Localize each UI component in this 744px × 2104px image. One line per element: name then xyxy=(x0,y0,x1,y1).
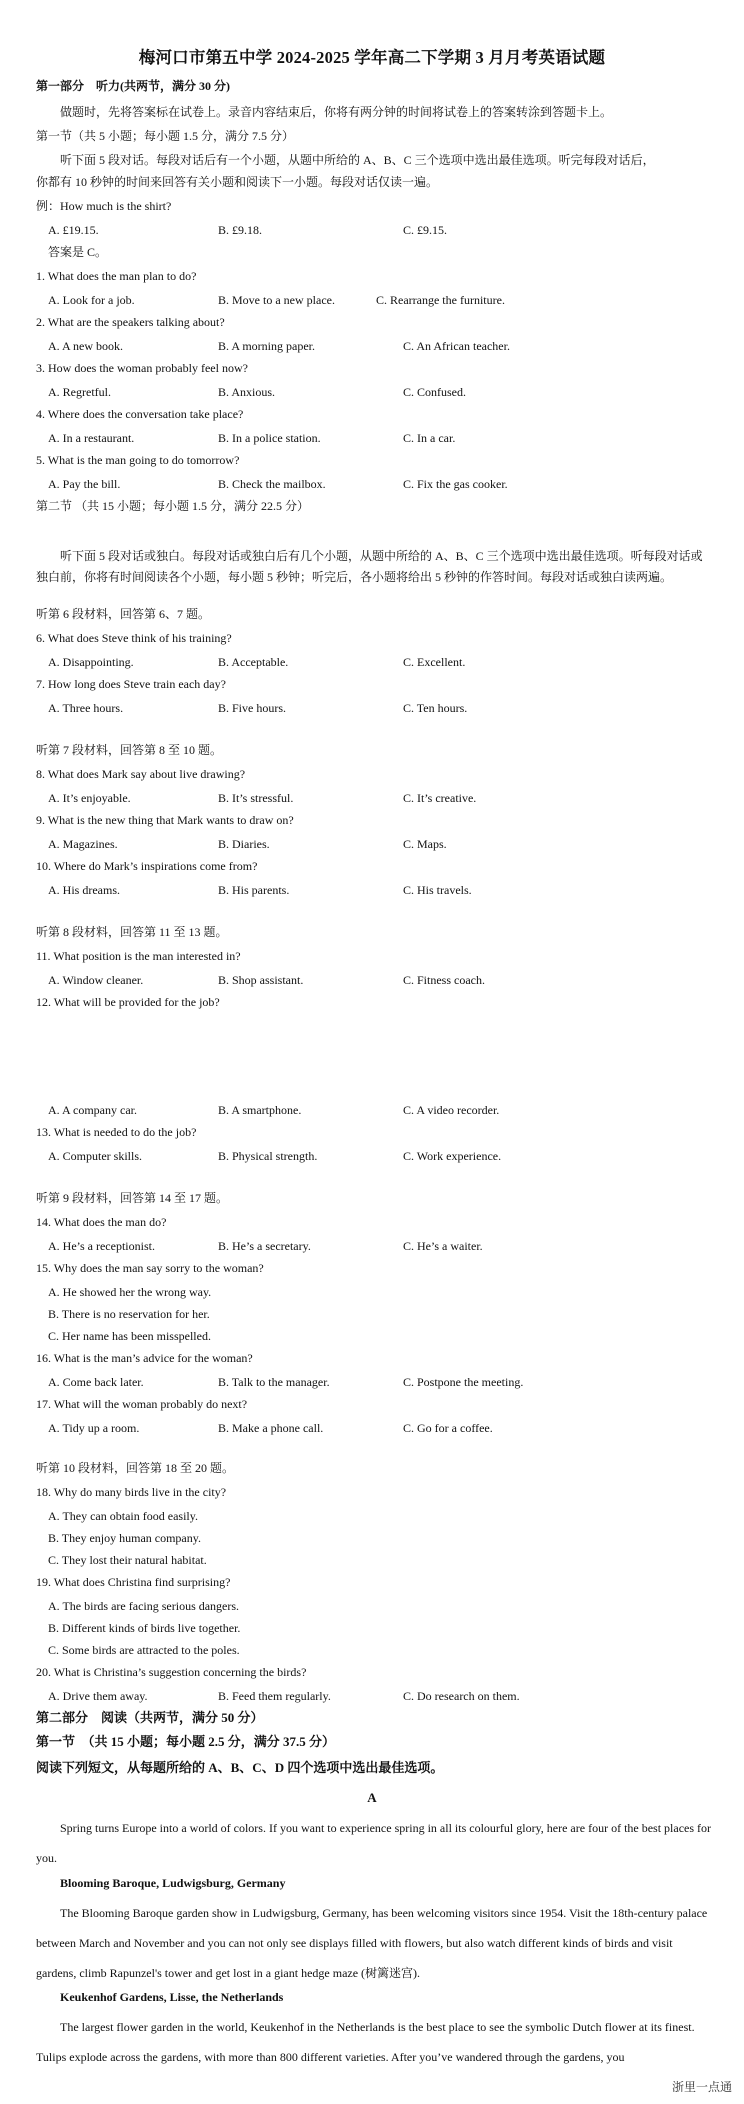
question-19: 19. What does Christina find surprising? xyxy=(36,1575,231,1589)
material-10-heading: 听第 10 段材料，回答第 18 至 20 题。 xyxy=(36,1461,235,1475)
question-16: 16. What is the man’s advice for the woman? xyxy=(36,1351,253,1365)
question-11: 11. What position is the man interested in? xyxy=(36,949,241,963)
question-4-option-a: A. In a restaurant. xyxy=(48,431,135,445)
question-12-option-b: B. A smartphone. xyxy=(218,1103,302,1117)
example-option-a: A. £19.15. xyxy=(48,223,99,237)
question-16-option-c: C. Postpone the meeting. xyxy=(403,1375,524,1389)
question-20-option-c: C. Do research on them. xyxy=(403,1689,520,1703)
garden-1-title: Blooming Baroque, Ludwigsburg, Germany xyxy=(60,1876,286,1890)
question-4-option-c: C. In a car. xyxy=(403,431,456,445)
question-7-option-b: B. Five hours. xyxy=(218,701,287,715)
question-13-option-c: C. Work experience. xyxy=(403,1149,502,1163)
question-4-option-b: B. In a police station. xyxy=(218,431,321,445)
question-18-option-b: B. They enjoy human company. xyxy=(48,1531,201,1545)
question-2-option-c: C. An African teacher. xyxy=(403,339,510,353)
material-9-heading: 听第 9 段材料，回答第 14 至 17 题。 xyxy=(36,1191,229,1205)
question-19-option-c: C. Some birds are attracted to the poles. xyxy=(48,1643,240,1657)
question-18: 18. Why do many birds live in the city? xyxy=(36,1485,227,1499)
example-option-c: C. £9.15. xyxy=(403,223,448,237)
question-2-option-a: A. A new book. xyxy=(48,339,123,353)
garden-1-text: The Blooming Baroque garden show in Ludwigsburg, Germany, has been welcoming visitors since 1954. Visit the 18th-century palace between March and November and you can not only see displays filled with flowers, but also watch different kinds of birds and visit gardens, climb Rapunzel's tower and get lost in a giant hedge maze (树篱迷宫). xyxy=(36,1906,708,1980)
question-15-option-b: B. There is no reservation for her. xyxy=(48,1307,210,1321)
question-12: 12. What will be provided for the job? xyxy=(36,995,220,1009)
question-9-option-c: C. Maps. xyxy=(403,837,447,851)
question-11-option-a: A. Window cleaner. xyxy=(48,973,144,987)
question-6-option-b: B. Acceptable. xyxy=(218,655,289,669)
section1-instructions-line1: 听下面 5 段对话。每段对话后有一个小题，从题中所给的 A、B、C 三个选项中选出最佳选项。听完每段对话后， xyxy=(60,153,655,167)
question-1: 1. What does the man plan to do? xyxy=(36,269,197,283)
question-8-option-c: C. It’s creative. xyxy=(403,791,477,805)
question-5-option-b: B. Check the mailbox. xyxy=(218,477,326,491)
question-5-option-a: A. Pay the bill. xyxy=(48,477,121,491)
part1-intro: 做题时，先将答案标在试卷上。录音内容结束后，你将有两分钟的时间将试卷上的答案转涂到答题卡上。 xyxy=(60,105,613,119)
section2-instructions: 听下面 5 段对话或独白。每段对话或独白后有几个小题，从题中所给的 A、B、C 三个选项中选出最佳选项。听每段对话或独白前，你将有时间阅读各个小题，每小题 5 秒钟；听完后，各小题将给出 5 秒钟的作答时间。每段对话或独白读两遍。 xyxy=(36,549,703,584)
example-option-b: B. £9.18. xyxy=(218,223,263,237)
question-7-option-c: C. Ten hours. xyxy=(403,701,468,715)
page-title: 梅河口市第五中学 2024-2025 学年高二下学期 3 月月考英语试题 xyxy=(138,48,606,67)
question-3-option-a: A. Regretful. xyxy=(48,385,111,399)
part1-heading: 第一部分 听力(共两节，满分 30 分) xyxy=(36,79,230,93)
material-8-heading: 听第 8 段材料，回答第 11 至 13 题。 xyxy=(36,925,228,939)
question-10: 10. Where do Mark’s inspirations come from? xyxy=(36,859,258,873)
example-question: 例：How much is the shirt? xyxy=(36,199,172,213)
question-11-option-c: C. Fitness coach. xyxy=(403,973,485,987)
part2-heading: 第二部分 阅读（共两节，满分 50 分） xyxy=(36,1710,264,1725)
question-19-option-b: B. Different kinds of birds live together. xyxy=(48,1621,241,1635)
question-1-option-a: A. Look for a job. xyxy=(48,293,135,307)
question-6-option-c: C. Excellent. xyxy=(403,655,466,669)
question-18-option-c: C. They lost their natural habitat. xyxy=(48,1553,207,1567)
question-9-option-a: A. Magazines. xyxy=(48,837,118,851)
question-11-option-b: B. Shop assistant. xyxy=(218,973,304,987)
question-8: 8. What does Mark say about live drawing? xyxy=(36,767,246,781)
question-10-option-b: B. His parents. xyxy=(218,883,290,897)
question-13-option-b: B. Physical strength. xyxy=(218,1149,318,1163)
question-3-option-c: C. Confused. xyxy=(403,385,466,399)
question-3-option-b: B. Anxious. xyxy=(218,385,276,399)
question-15-option-a: A. He showed her the wrong way. xyxy=(48,1285,212,1299)
question-19-option-a: A. The birds are facing serious dangers. xyxy=(48,1599,240,1613)
question-4: 4. Where does the conversation take place? xyxy=(36,407,244,421)
question-16-option-b: B. Talk to the manager. xyxy=(218,1375,330,1389)
passage-intro: Spring turns Europe into a world of colors. If you want to experience spring in all its colourful glory, here are four of the best places for you. xyxy=(36,1821,712,1865)
example-answer: 答案是 C。 xyxy=(48,245,108,259)
question-13: 13. What is needed to do the job? xyxy=(36,1125,197,1139)
part2-instructions: 阅读下列短文，从每题所给的 A、B、C、D 四个选项中选出最佳选项。 xyxy=(36,1760,444,1775)
question-17-option-a: A. Tidy up a room. xyxy=(48,1421,140,1435)
question-14-option-c: C. He’s a waiter. xyxy=(403,1239,483,1253)
question-5-option-c: C. Fix the gas cooker. xyxy=(403,477,508,491)
question-5: 5. What is the man going to do tomorrow? xyxy=(36,453,240,467)
question-1-option-b: B. Move to a new place. xyxy=(218,293,335,307)
question-18-option-a: A. They can obtain food easily. xyxy=(48,1509,198,1523)
question-15-option-c: C. Her name has been misspelled. xyxy=(48,1329,211,1343)
question-20-option-b: B. Feed them regularly. xyxy=(218,1689,331,1703)
question-1-option-c: C. Rearrange the furniture. xyxy=(376,293,505,307)
question-20-option-a: A. Drive them away. xyxy=(48,1689,148,1703)
question-10-option-c: C. His travels. xyxy=(403,883,472,897)
section2-heading: 第二节 （共 15 小题；每小题 1.5 分，满分 22.5 分） xyxy=(36,499,310,513)
question-7: 7. How long does Steve train each day? xyxy=(36,677,226,691)
section1-instructions-line2: 你都有 10 秒钟的时间来回答有关小题和阅读下一小题。每段对话仅读一遍。 xyxy=(36,175,439,189)
question-14-option-b: B. He’s a secretary. xyxy=(218,1239,311,1253)
question-9: 9. What is the new thing that Mark wants to draw on? xyxy=(36,813,294,827)
question-2: 2. What are the speakers talking about? xyxy=(36,315,225,329)
question-17: 17. What will the woman probably do next? xyxy=(36,1397,248,1411)
part2-section1-heading: 第一节 （共 15 小题；每小题 2.5 分，满分 37.5 分） xyxy=(36,1734,336,1749)
question-16-option-a: A. Come back later. xyxy=(48,1375,144,1389)
question-14: 14. What does the man do? xyxy=(36,1215,167,1229)
footer-watermark: 浙里一点通 xyxy=(671,2080,732,2094)
passage-label: A xyxy=(367,1790,377,1805)
question-12-option-a: A. A company car. xyxy=(48,1103,137,1117)
garden-2-title: Keukenhof Gardens, Lisse, the Netherlands xyxy=(60,1990,284,2004)
garden-2-text: The largest flower garden in the world, Keukenhof in the Netherlands is the best place to see the symbolic Dutch flower at its finest. Tulips explode across the gardens, with more than 800 different varieties. After you’ve wandered through the gardens, you xyxy=(36,2020,695,2064)
material-7-heading: 听第 7 段材料，回答第 8 至 10 题。 xyxy=(36,743,223,757)
question-6-option-a: A. Disappointing. xyxy=(48,655,134,669)
question-14-option-a: A. He’s a receptionist. xyxy=(48,1239,155,1253)
material-6-heading: 听第 6 段材料，回答第 6、7 题。 xyxy=(36,607,211,621)
question-7-option-a: A. Three hours. xyxy=(48,701,124,715)
question-20: 20. What is Christina’s suggestion concerning the birds? xyxy=(36,1665,307,1679)
question-3: 3. How does the woman probably feel now? xyxy=(36,361,248,375)
question-17-option-b: B. Make a phone call. xyxy=(218,1421,324,1435)
question-17-option-c: C. Go for a coffee. xyxy=(403,1421,493,1435)
question-2-option-b: B. A morning paper. xyxy=(218,339,315,353)
question-13-option-a: A. Computer skills. xyxy=(48,1149,143,1163)
question-12-option-c: C. A video recorder. xyxy=(403,1103,500,1117)
question-10-option-a: A. His dreams. xyxy=(48,883,120,897)
section1-heading: 第一节（共 5 小题；每小题 1.5 分，满分 7.5 分） xyxy=(36,129,295,143)
question-8-option-b: B. It’s stressful. xyxy=(218,791,294,805)
question-8-option-a: A. It’s enjoyable. xyxy=(48,791,131,805)
question-9-option-b: B. Diaries. xyxy=(218,837,270,851)
question-6: 6. What does Steve think of his training? xyxy=(36,631,232,645)
question-15: 15. Why does the man say sorry to the woman? xyxy=(36,1261,264,1275)
